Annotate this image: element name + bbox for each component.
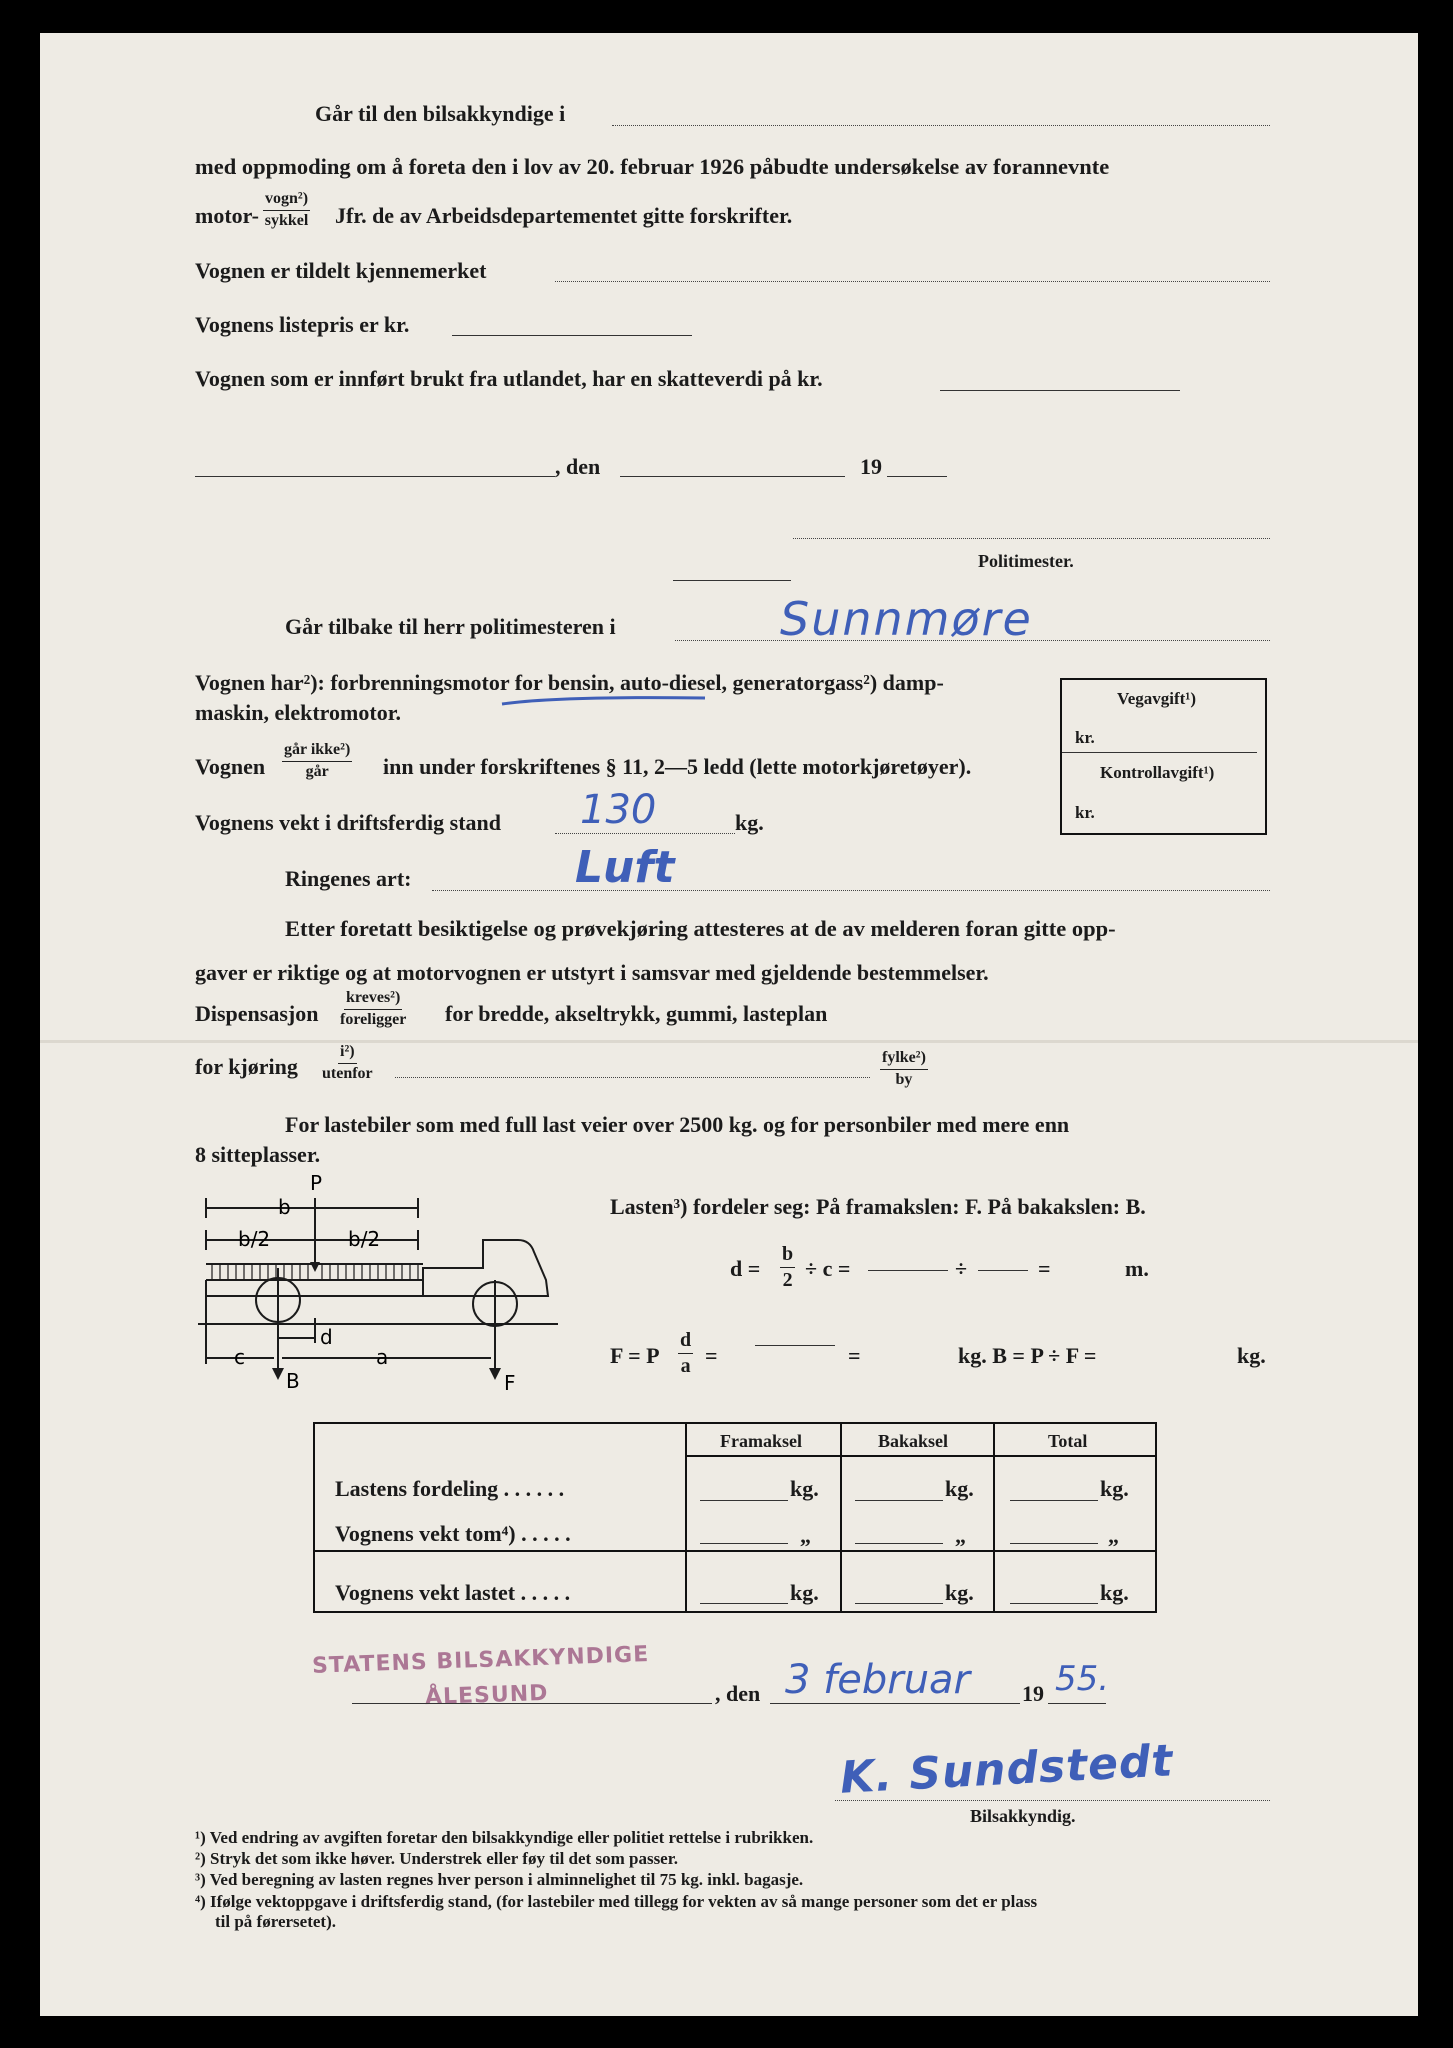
table-cell-field[interactable]	[700, 1603, 788, 1604]
diagram-label-b2-right: b/2	[348, 1227, 381, 1251]
table-cell-field[interactable]	[1010, 1603, 1098, 1604]
formula-f-eq1: =	[705, 1343, 718, 1368]
return-to-label: Går tilbake til herr politimesteren i	[285, 614, 616, 639]
kreves-fraction: kreves²) foreligger	[340, 989, 407, 1028]
table-cell-unit: „	[1108, 1523, 1119, 1548]
axle-load-diagram	[198, 1168, 578, 1398]
formula-d-fraction: $\frac{b}{2}$	[782, 1243, 794, 1291]
table-cell-unit: kg.	[1100, 1476, 1129, 1501]
formula-b: kg. B = P ÷ F =	[958, 1343, 1097, 1368]
goes-to-expert-line: Går til den bilsakkyndige i	[315, 101, 566, 126]
formula-d-unit: m.	[1125, 1256, 1149, 1281]
lorry-line-b: 8 sitteplasser.	[195, 1142, 321, 1167]
formula-f-start: F = P	[610, 1343, 660, 1368]
table-cell-unit: kg.	[945, 1580, 974, 1605]
reg-mark-label: Vognen er tildelt kjennemerket	[195, 258, 487, 283]
separator-line	[673, 580, 791, 581]
signature-den: , den	[715, 1681, 761, 1706]
diagram-label-d: d	[320, 1325, 333, 1349]
expert-location-field[interactable]	[612, 125, 1270, 126]
vogn-sykkel-fraction: vogn²) sykkel	[264, 190, 309, 229]
gar-fraction: går ikke²) går	[284, 741, 351, 780]
vegavgift-box	[1060, 678, 1267, 835]
kjoring-label: for kjøring	[195, 1054, 298, 1079]
fylke-fraction: fylke²) by	[882, 1049, 926, 1088]
diagram-label-F: F	[504, 1371, 516, 1395]
vegavgift-amount-field[interactable]	[1062, 752, 1257, 753]
table-cell-field[interactable]	[1010, 1543, 1098, 1544]
request-line: med oppmoding om å foreta den i lov av 20. februar 1926 påbudte undersøkelse av forannevnte	[195, 154, 1110, 179]
diagram-label-c: c	[234, 1345, 245, 1369]
formula-f-eq2: =	[848, 1343, 861, 1368]
politimester-signature-field[interactable]	[793, 538, 1270, 539]
table-row-label: Vognens vekt lastet . . . . .	[335, 1580, 571, 1605]
signature-date-field[interactable]	[770, 1703, 1020, 1704]
statens-stamp-line2: ÅLESUND	[424, 1680, 549, 1711]
diagram-label-b2-left: b/2	[238, 1227, 271, 1251]
bensin-underline	[500, 690, 710, 710]
import-value-field[interactable]	[940, 390, 1180, 391]
import-value-label: Vognen som er innført brukt fra utlandet, har en skatteverdi på kr.	[195, 366, 823, 391]
table-cell-field[interactable]	[1010, 1500, 1098, 1501]
date-den-label: , den	[555, 454, 601, 479]
year-field[interactable]	[887, 476, 947, 477]
lorry-line-a: For lastebiler som med full last veier over 2500 kg. og for personbiler med mere enn	[285, 1112, 1070, 1137]
signature-year-handwriting: 55.	[1055, 1659, 1110, 1699]
table-cell-unit: kg.	[1100, 1580, 1129, 1605]
tyres-handwriting: Luft	[575, 842, 675, 893]
place-signature-field[interactable]	[352, 1703, 712, 1704]
formula-d-rest: ÷ c =	[805, 1256, 851, 1281]
place-field[interactable]	[195, 476, 555, 477]
diagram-label-B: B	[286, 1369, 300, 1393]
weight-unit: kg.	[735, 810, 764, 835]
weight-label: Vognens vekt i driftsferdig stand	[195, 810, 501, 835]
formula-f-field-1[interactable]	[755, 1345, 835, 1346]
formula-d-start: d =	[730, 1256, 761, 1281]
weight-field[interactable]	[555, 833, 735, 834]
footnote: til på førersetet).	[215, 1912, 336, 1931]
dispensation-label: Dispensasjon	[195, 1001, 319, 1026]
formula-b-unit: kg.	[1237, 1343, 1266, 1368]
load-distribution-label: Lasten³) fordeler seg: På framakslen: F. På bakakslen: B.	[610, 1194, 1146, 1219]
table-row-label: Vognens vekt tom⁴) . . . . .	[335, 1521, 571, 1546]
list-price-label: Vognens listepris er kr.	[195, 312, 410, 337]
statens-stamp-line1: STATENS BILSAKKYNDIGE	[311, 1642, 650, 1679]
table-cell-field[interactable]	[700, 1543, 788, 1544]
diagram-label-a: a	[376, 1345, 389, 1369]
date-19-label: 19	[860, 454, 882, 479]
table-header-total: Total	[1048, 1431, 1088, 1451]
table-cell-unit: „	[800, 1523, 811, 1548]
footnote: ²) Stryk det som ikke høver. Understrek eller føy til det som passer.	[195, 1849, 678, 1868]
table-cell-unit: kg.	[945, 1476, 974, 1501]
table-header-framaksel: Framaksel	[720, 1431, 802, 1451]
vegavgift-label: Vegavgift¹)	[1117, 689, 1197, 708]
kjoring-fraction: i²) utenfor	[322, 1043, 373, 1082]
table-cell-unit: „	[955, 1523, 966, 1548]
dispensation-items: for bredde, akseltrykk, gummi, lasteplan	[445, 1001, 828, 1026]
list-price-field[interactable]	[452, 335, 692, 336]
footnote: ¹) Ved endring av avgiften foretar den bilsakkyndige eller politiet rettelse i rubrikken.	[195, 1828, 814, 1847]
politimester-label: Politimester.	[978, 551, 1074, 571]
diagram-label-b: b	[278, 1195, 291, 1219]
signature-year-field[interactable]	[1048, 1703, 1106, 1704]
table-cell-field[interactable]	[855, 1543, 943, 1544]
table-cell-field[interactable]	[855, 1603, 943, 1604]
reg-mark-field[interactable]	[555, 281, 1270, 282]
kontrollavgift-label: Kontrollavgift¹)	[1100, 763, 1215, 782]
table-header-bakaksel: Bakaksel	[878, 1431, 949, 1451]
tyres-field[interactable]	[432, 890, 1270, 891]
kontrollavgift-kr: kr.	[1075, 803, 1095, 822]
table-cell-field[interactable]	[700, 1500, 788, 1501]
formula-d-eq: =	[1038, 1256, 1051, 1281]
weight-handwriting: 130	[580, 787, 657, 833]
signature-date-handwriting: 3 februar	[785, 1657, 970, 1703]
formula-d-div: ÷	[955, 1256, 968, 1281]
return-to-handwriting: Sunnmøre	[780, 592, 1033, 646]
vognen-label: Vognen	[195, 754, 266, 779]
bilsakkyndig-label: Bilsakkyndig.	[970, 1806, 1076, 1826]
paper-fold	[40, 1040, 1418, 1043]
kjoring-field[interactable]	[395, 1077, 870, 1078]
motor-prefix: motor-	[195, 203, 259, 228]
tyres-label: Ringenes art:	[285, 866, 412, 891]
engine-type-line-b: maskin, elektromotor.	[195, 700, 401, 725]
diagram-label-p: P	[310, 1171, 323, 1195]
signature-year-prefix: 19	[1022, 1681, 1044, 1706]
bilsakkyndig-signature: K. Sundstedt	[838, 1735, 1175, 1804]
table-cell-unit: kg.	[790, 1476, 819, 1501]
attest-line-a: Etter foretatt besiktigelse og prøvekjøring attesteres at de av melderen foran gitte opp-	[285, 916, 1116, 941]
regulations-ref: Jfr. de av Arbeidsdepartementet gitte forskrifter.	[335, 203, 793, 228]
table-row-label: Lastens fordeling . . . . . .	[335, 1476, 565, 1501]
table-cell-field[interactable]	[855, 1500, 943, 1501]
footnote: ³) Ved beregning av lasten regnes hver person i alminnelighet til 75 kg. inkl. bagasje.	[195, 1870, 804, 1889]
attest-line-b: gaver er riktige og at motorvognen er utstyrt i samsvar med gjeldende bestemmelser.	[195, 960, 989, 985]
formula-d-field-1[interactable]	[868, 1270, 948, 1271]
footnote: ⁴) Ifølge vektoppgave i driftsferdig stand, (for lastebiler med tillegg for vekten av så mange personer som det er plass	[195, 1892, 1038, 1911]
formula-f-fraction: $\frac{d}{a}$	[680, 1329, 692, 1377]
vegavgift-kr: kr.	[1075, 728, 1095, 747]
date-field[interactable]	[620, 476, 845, 477]
table-cell-unit: kg.	[790, 1580, 819, 1605]
light-vehicle-clause: inn under forskriftenes § 11, 2—5 ledd (lette motorkjøretøyer).	[383, 754, 972, 779]
formula-d-field-2[interactable]	[978, 1270, 1028, 1271]
engine-type-line-a: Vognen har²): forbrenningsmotor for bensin, auto-diesel, generatorgass²) damp-	[195, 670, 944, 695]
